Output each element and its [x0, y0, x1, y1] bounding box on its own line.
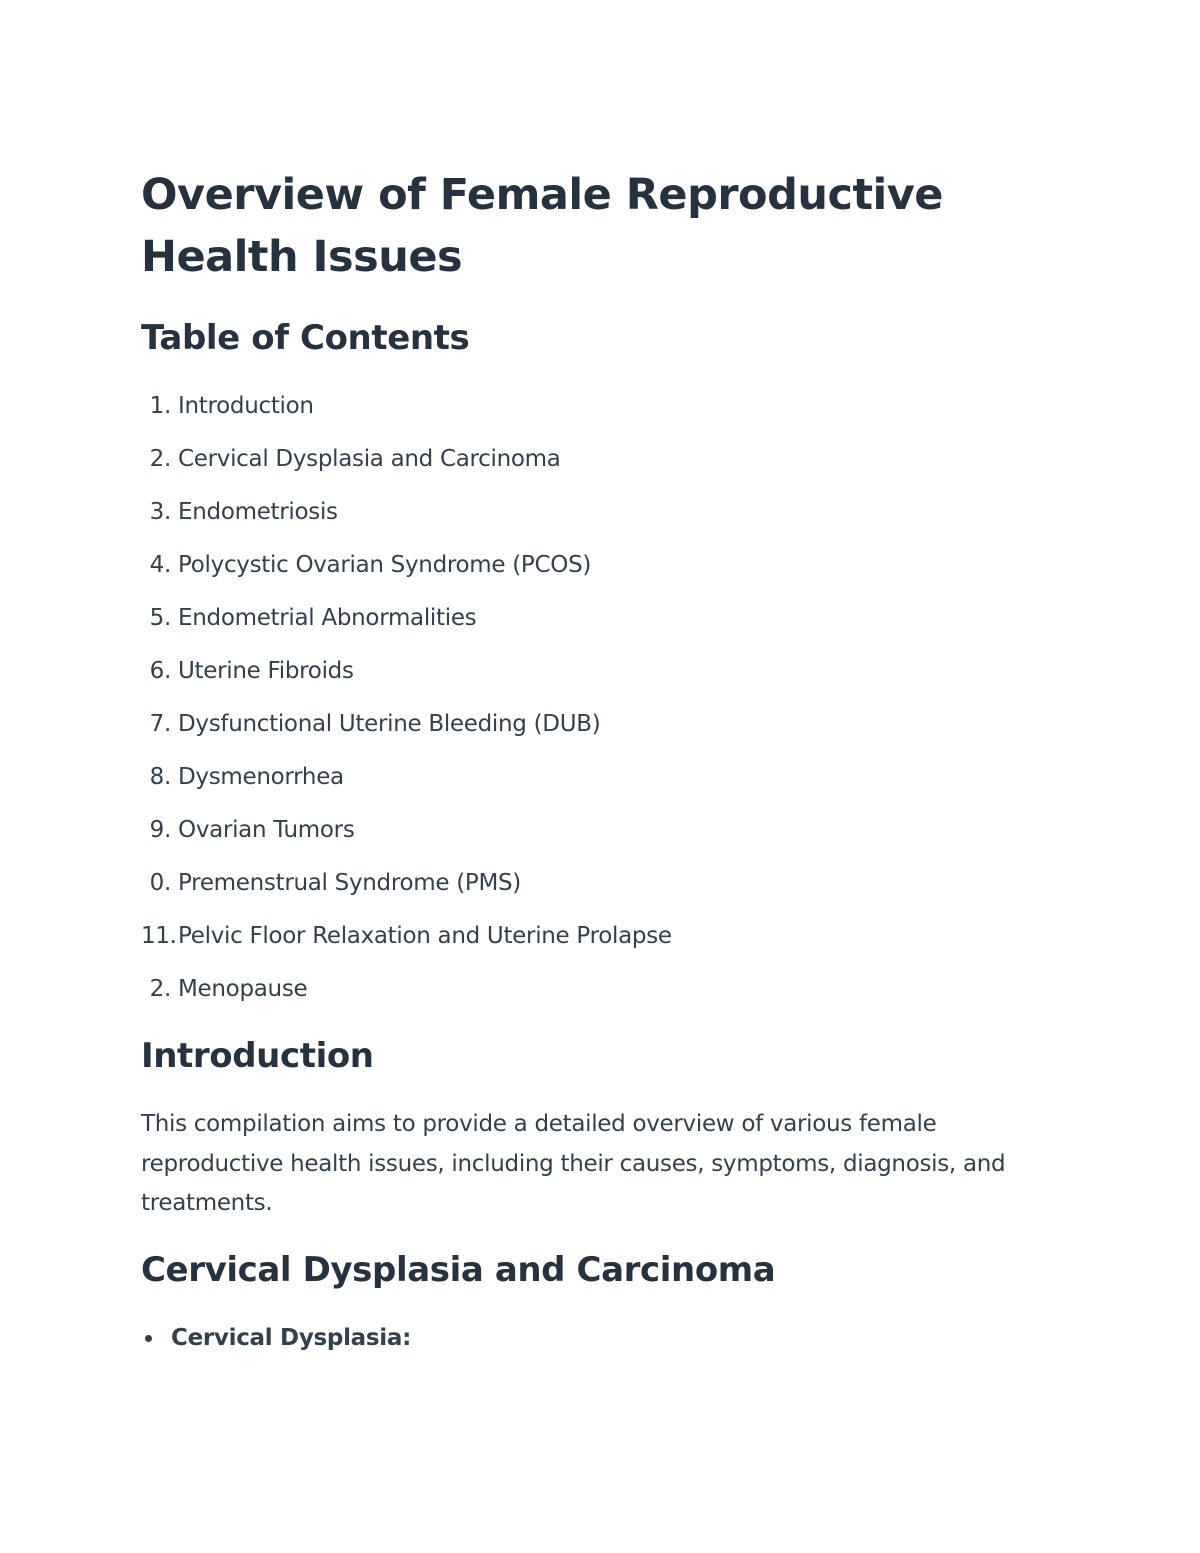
toc-item-number: 8.	[149, 764, 171, 790]
toc-item-label: Dysfunctional Uterine Bleeding (DUB)	[178, 711, 601, 737]
introduction-paragraph: This compilation aims to provide a detailed overview of various female reproductive health issues, including their causes, symptoms, diagnosis, and treatments.	[141, 1111, 1006, 1216]
toc-item-number: 1.	[149, 393, 171, 419]
list-item	[141, 1318, 411, 1358]
toc-item-label: Cervical Dysplasia and Carcinoma	[178, 446, 561, 472]
toc-item-number: 4.	[149, 552, 171, 578]
toc-heading: Table of Contents	[141, 318, 470, 358]
toc-item-number: 2.	[149, 446, 171, 472]
toc-item-uterine-fibroids[interactable]	[141, 651, 672, 704]
toc-item-number: 0.	[149, 870, 171, 896]
toc-item-number: 3.	[149, 499, 171, 525]
toc-item-label: Ovarian Tumors	[178, 817, 355, 843]
toc-item-endometrial-abnormalities[interactable]	[141, 598, 672, 651]
toc-item-label: Polycystic Ovarian Syndrome (PCOS)	[178, 552, 592, 578]
toc-item-label: Endometriosis	[178, 499, 338, 525]
toc-item-label: Endometrial Abnormalities	[178, 605, 477, 631]
toc-item-label: Pelvic Floor Relaxation and Uterine Prolapse	[178, 923, 672, 949]
toc-item-label: Menopause	[178, 976, 308, 1002]
toc-item-dysmenorrhea[interactable]	[141, 757, 672, 810]
toc-item-endometriosis[interactable]	[141, 492, 672, 545]
toc-item-number: 9.	[149, 817, 171, 843]
toc-item-cervical-dysplasia[interactable]	[141, 439, 672, 492]
toc-item-pcos[interactable]	[141, 545, 672, 598]
toc-item-ovarian-tumors[interactable]	[141, 810, 672, 863]
toc-item-number: 6.	[149, 658, 171, 684]
toc-item-pms[interactable]	[141, 863, 672, 916]
toc-item-pelvic-floor[interactable]	[141, 916, 672, 969]
toc-item-number: 7.	[149, 711, 171, 737]
toc-item-number: 11.	[141, 923, 177, 949]
bullet-label: Cervical Dysplasia:	[171, 1325, 411, 1351]
document-title: Overview of Female Reproductive Health Issues	[141, 170, 943, 282]
toc-item-number: 5.	[149, 605, 171, 631]
introduction-heading: Introduction	[141, 1036, 374, 1076]
toc-item-label: Introduction	[178, 393, 314, 419]
bullet-icon	[145, 1335, 152, 1342]
toc-item-introduction[interactable]	[141, 386, 672, 439]
toc-item-number: 2.	[149, 976, 171, 1002]
toc-item-label: Dysmenorrhea	[178, 764, 344, 790]
toc-item-dub[interactable]	[141, 704, 672, 757]
cervical-section-heading: Cervical Dysplasia and Carcinoma	[141, 1250, 776, 1290]
table-of-contents	[141, 386, 672, 1022]
toc-item-menopause[interactable]	[141, 969, 672, 1022]
toc-item-label: Premenstrual Syndrome (PMS)	[178, 870, 521, 896]
toc-item-label: Uterine Fibroids	[178, 658, 354, 684]
cervical-bullet-list	[141, 1318, 411, 1358]
